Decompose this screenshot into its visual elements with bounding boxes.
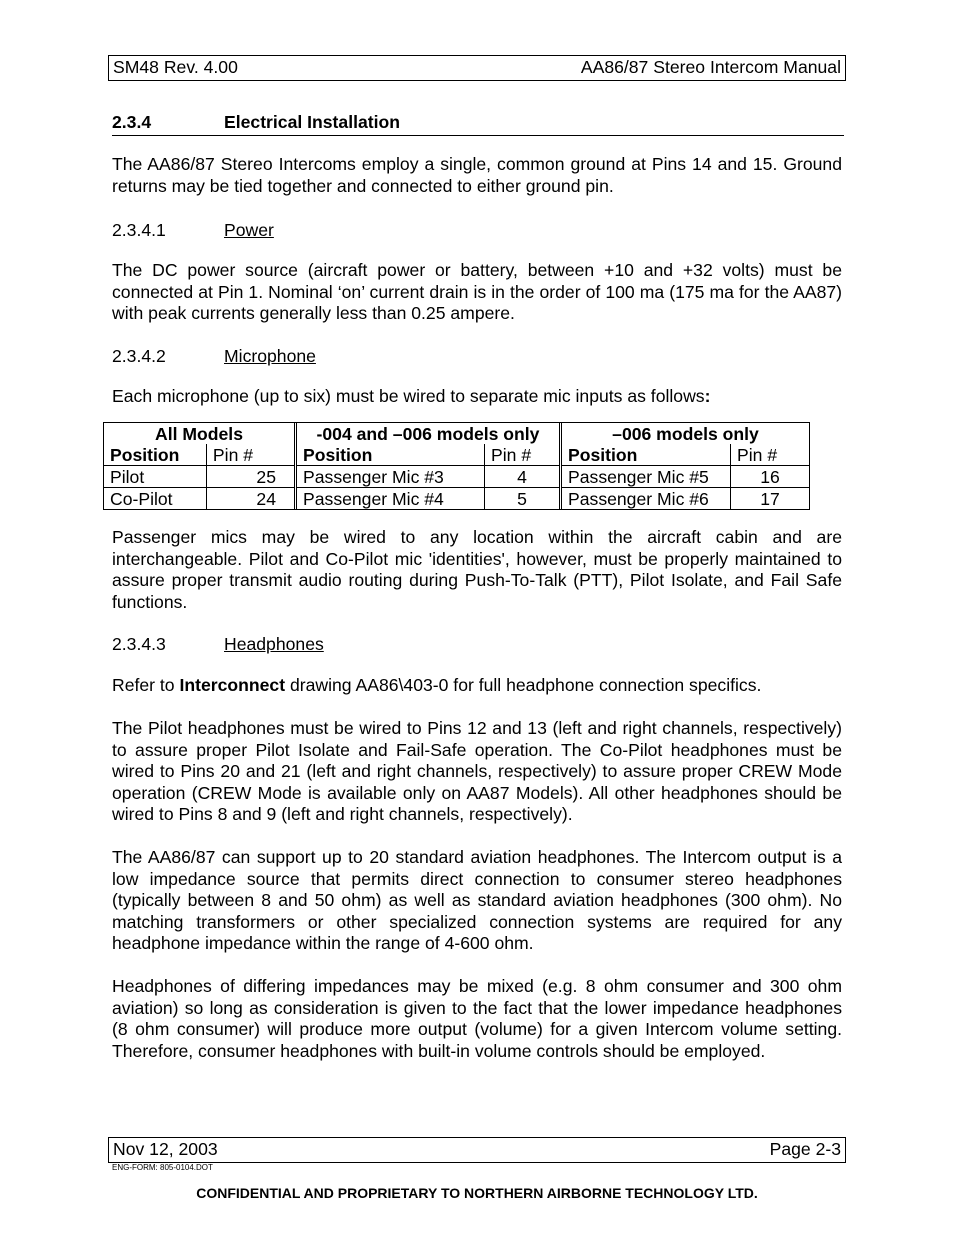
power-title: Power — [224, 220, 274, 240]
microphone-pin-table — [103, 422, 810, 510]
mic-identity-paragraph: Passenger mics may be wired to any location within the aircraft cabin and are interchangeable. Pilot and Co-Pilot mic 'identities', however, must be properly maintained to assure proper transmit audio routing during Push-To-Talk (PTT), Pilot Isolate, and Fail Safe functions. — [112, 527, 842, 612]
power-paragraph: The DC power source (aircraft power or battery, between +10 and +32 volts) must be connected at Pin 1. Nominal ‘on’ current drain is in the order of 100 ma (175 ma for the AA87) with peak currents generally less than 0.25 ampere. — [112, 260, 842, 324]
refer-pre: Refer to — [112, 675, 180, 695]
microphone-intro-colon: : — [704, 386, 711, 406]
microphone-title: Microphone — [224, 346, 316, 366]
microphone-intro-text: Each microphone (up to six) must be wired to separate mic inputs as follows — [112, 386, 705, 406]
headphones-support-paragraph: The AA86/87 can support up to 20 standard aviation headphones. The Intercom output is a low impedance source that permits direct connection to consumer stereo headphones (typically between 8 and 50 ohm) as well as standard aviation headphones (300 ohm). No matching transformers or other specialized connection systems are required for any headphone impedance within the range of 4-600 ohm. — [112, 847, 842, 954]
cell-position: Passenger Mic #4 — [297, 488, 485, 510]
cell-pin: 24 — [206, 488, 294, 510]
footer-page-number: Page 2-3 — [769, 1139, 841, 1160]
section-heading — [112, 112, 844, 136]
header-doc-id: SM48 Rev. 4.00 — [113, 57, 238, 78]
microphone-intro — [112, 386, 842, 408]
cell-position: Co-Pilot — [104, 488, 207, 510]
page-footer — [108, 1137, 846, 1163]
cell-pin: 25 — [206, 466, 294, 488]
headphones-heading — [112, 634, 324, 656]
refer-bold: Interconnect — [179, 675, 286, 695]
section-number: 2.3.4 — [112, 112, 152, 132]
cell-position: Passenger Mic #3 — [297, 466, 485, 488]
col-pin: Pin # — [206, 444, 294, 466]
refer-post: drawing AA86\403-0 for full headphone connection specifics. — [285, 675, 762, 695]
confidential-notice: CONFIDENTIAL AND PROPRIETARY TO NORTHERN AIRBORNE TECHNOLOGY LTD. — [196, 1185, 758, 1201]
cell-position: Passenger Mic #6 — [562, 488, 731, 510]
cell-position: Passenger Mic #5 — [562, 466, 731, 488]
table-group-row — [104, 423, 810, 445]
col-position: Position — [562, 444, 731, 466]
interconnect-reference — [112, 675, 842, 697]
col-position: Position — [104, 444, 207, 466]
col-pin: Pin # — [485, 444, 560, 466]
page-header — [108, 55, 846, 81]
cell-pin: 4 — [485, 466, 560, 488]
cell-pin: 5 — [485, 488, 560, 510]
table-header-row — [104, 444, 810, 466]
cell-pin: 16 — [731, 466, 810, 488]
headphones-impedance-paragraph: Headphones of differing impedances may be mixed (e.g. 8 ohm consumer and 300 ohm aviation) so long as consideration is given to the fact that the lower impedance headphones (8 ohm consumer) will produce more output (volume) for a given Intercom volume setting. Therefore, consumer headphones with built-in volume controls should be employed. — [112, 976, 842, 1061]
headphones-wiring-paragraph: The Pilot headphones must be wired to Pins 12 and 13 (left and right channels, respectively) to assure proper Pilot Isolate and Fail-Safe operation. The Co-Pilot headphones must be wired to Pins 20 and 21 (left and right channels, respectively) to assure proper CREW Mode operation (CREW Mode is available only on AA87 Models). All other headphones should be wired to Pins 8 and 9 (left and right channels, respectively). — [112, 718, 842, 825]
microphone-heading — [112, 346, 316, 368]
cell-position: Pilot — [104, 466, 207, 488]
microphone-number: 2.3.4.2 — [112, 346, 166, 366]
form-id: ENG-FORM: 805-0104.DOT — [112, 1163, 213, 1172]
headphones-title: Headphones — [224, 634, 324, 654]
group-006: –006 models only — [562, 423, 810, 445]
group-all-models: All Models — [104, 423, 295, 445]
col-pin: Pin # — [731, 444, 810, 466]
header-doc-title: AA86/87 Stereo Intercom Manual — [580, 57, 841, 78]
group-004-006: -004 and –006 models only — [297, 423, 560, 445]
headphones-number: 2.3.4.3 — [112, 634, 166, 654]
footer-date: Nov 12, 2003 — [113, 1139, 218, 1160]
section-title: Electrical Installation — [224, 112, 400, 132]
ground-paragraph: The AA86/87 Stereo Intercoms employ a single, common ground at Pins 14 and 15. Ground returns may be tied together and connected to either ground pin. — [112, 154, 842, 196]
power-heading — [112, 220, 274, 242]
table-row — [104, 466, 810, 488]
col-position: Position — [297, 444, 485, 466]
power-number: 2.3.4.1 — [112, 220, 166, 240]
table-row — [104, 488, 810, 510]
cell-pin: 17 — [731, 488, 810, 510]
